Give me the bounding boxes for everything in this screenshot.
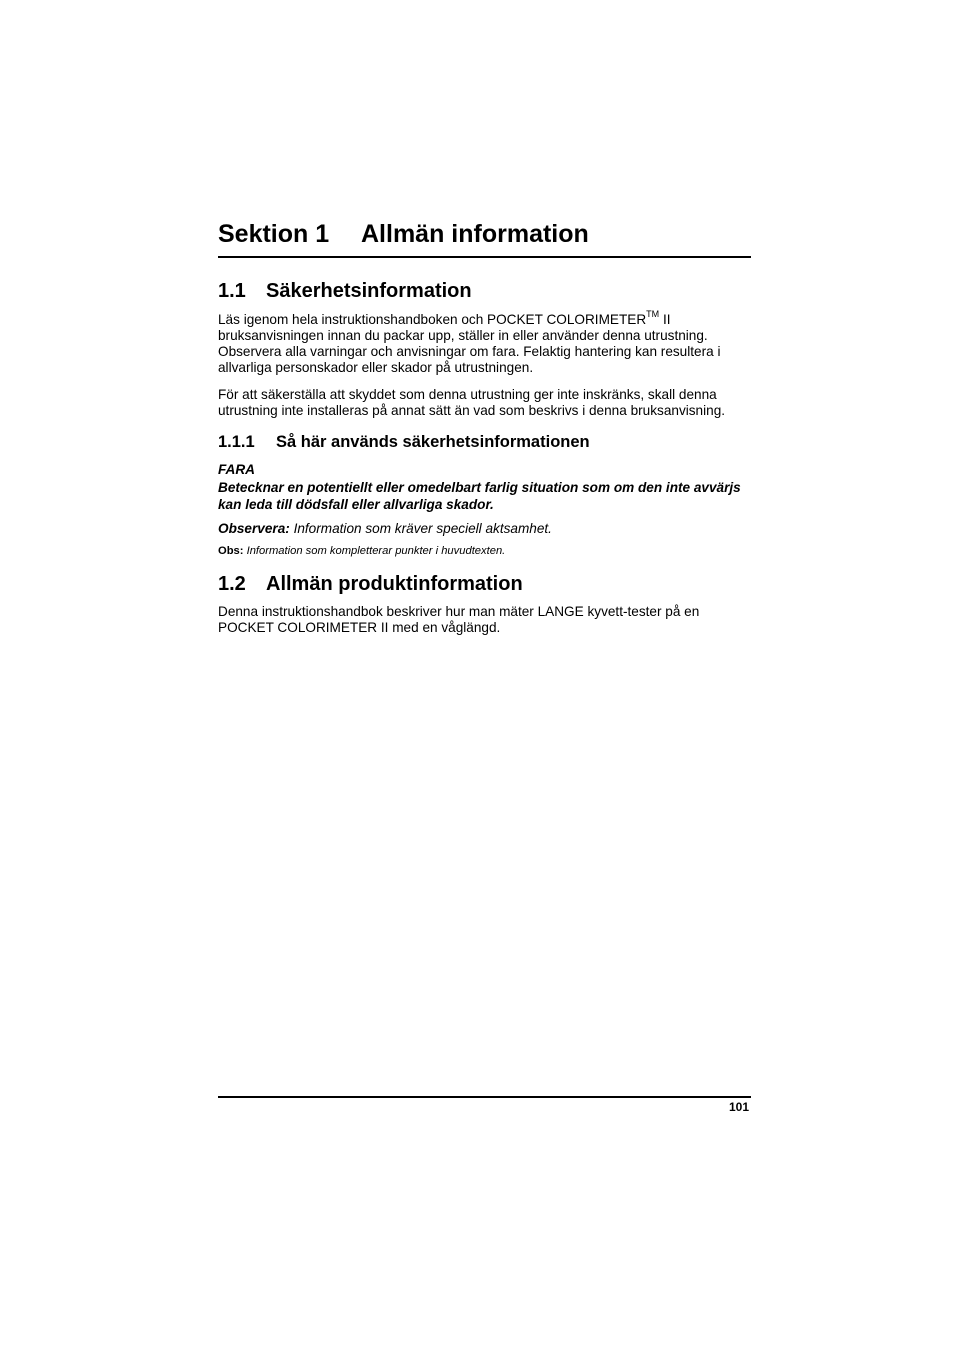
safety-intro-paragraph: Läs igenom hela instruktionshandboken och POCKET COLORIMETER™ II bruksanvisningen innan du packar upp, ställer in eller använder denna utrustning. Observera alla varningar och anvisningar om fara. Felaktig hantering kan resultera i allvarliga personskador eller skador på utrustningen. (218, 309, 721, 375)
section-heading-1-2 (218, 571, 523, 597)
chapter-title (218, 216, 751, 252)
manual-page (218, 0, 751, 1350)
section-heading-1-1 (218, 278, 472, 304)
chapter-title-text: Allmän information (361, 220, 589, 248)
trademark-superscript: TM (646, 309, 660, 320)
footer-divider (218, 1096, 751, 1098)
caution-note (218, 520, 552, 537)
subsection-title: Så här används säkerhetsinformationen (276, 433, 590, 451)
danger-description: Betecknar en potentiellt eller omedelbart farlig situation som om den inte avvärjs kan leda till dödsfall eller allvarliga skador. (218, 480, 741, 512)
caution-label: Observera: (218, 521, 290, 536)
section-title: Säkerhetsinformation (266, 280, 472, 302)
note-text: Information som kompletterar punkter i huvudtexten. (243, 545, 506, 557)
chapter-number: Sektion 1 (218, 220, 330, 248)
danger-label: FARA (218, 462, 256, 477)
chapter-divider (218, 256, 751, 258)
caution-text: Information som kräver speciell aktsamhet. (289, 521, 552, 536)
product-info-paragraph: Denna instruktionshandbok beskriver hur man mäter LANGE kyvett-tester på en POCKET COLORIMETER II med en våglängd. (218, 604, 700, 635)
page-number: 101 (728, 1100, 749, 1114)
info-note (218, 544, 505, 558)
installation-paragraph: För att säkerställa att skyddet som denna utrustning ger inte inskränks, skall denna utrustning inte installeras på annat sätt än vad som beskrivs i denna bruksanvisning. (218, 387, 726, 418)
section-title: Allmän produktinformation (266, 573, 523, 595)
note-label: Obs: (218, 545, 244, 557)
subsection-number: 1.1.1 (218, 433, 255, 451)
section-number: 1.2 (218, 573, 246, 595)
section-number: 1.1 (218, 280, 246, 302)
section-heading-1-1-1 (218, 431, 590, 453)
